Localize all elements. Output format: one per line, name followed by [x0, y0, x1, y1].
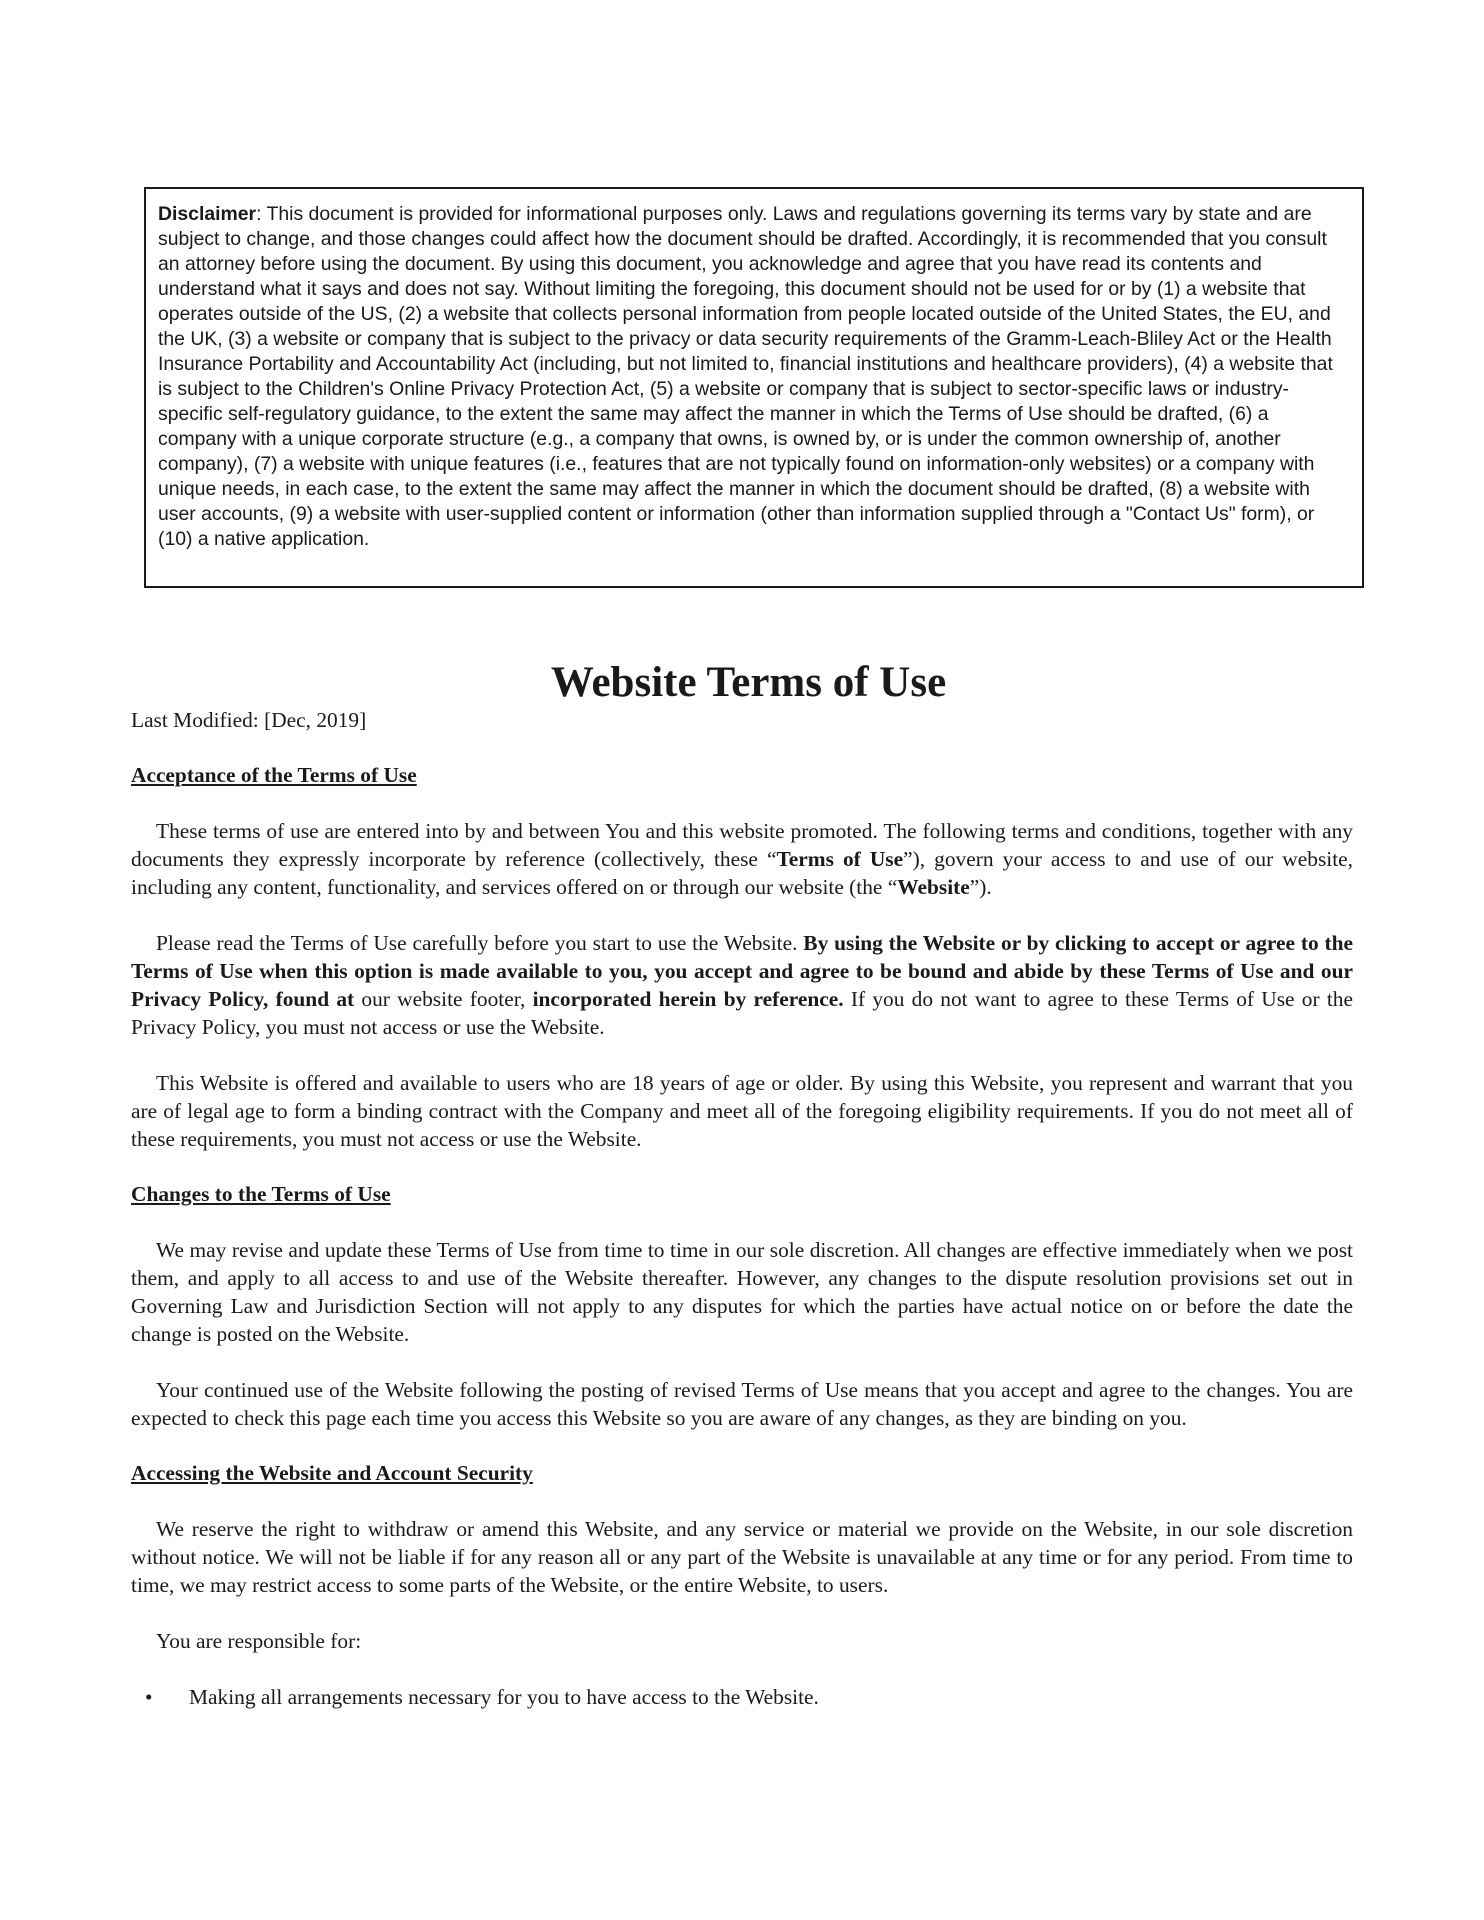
text-run: If you do not want to agree to these Terms of Use or the Privacy Policy, you must not access or use the Website. — [131, 987, 1353, 1039]
acceptance-paragraph-3: This Website is offered and available to users who are 18 years of age or older. By using this Website, you represent and warrant that you are of legal age to form a binding contract with the Company and meet all of the foregoing eligibility requirements. If you do not meet all of these requirements, you must not access or use the Website. — [131, 1071, 1353, 1151]
last-modified: Last Modified: [Dec, 2019] — [131, 708, 367, 732]
page-title: Website Terms of Use — [550, 659, 947, 706]
changes-paragraph-1: We may revise and update these Terms of Use from time to time in our sole discretion. All changes are effective immediately when we post them, and apply to all access to and use of the Website thereafter. However, any changes to the dispute resolution provisions set out in Governing Law and Jurisdiction Section will not apply to any disputes for which the parties have actual notice on or before the date the change is posted on the Website. — [131, 1238, 1353, 1346]
bold-text-run: By using the Website or by clicking to accept or agree to the Terms of Use when this option is made available to you, you accept and agree to be bound and abide by these Terms of Use and our Privacy Policy, found at — [131, 931, 1353, 1011]
disclaimer-box — [144, 187, 1364, 588]
acceptance-paragraph-1 — [131, 817, 1353, 901]
bold-text-run: incorporated herein by reference. — [532, 987, 844, 1011]
acceptance-paragraph-2 — [131, 929, 1353, 1041]
disclaimer-label: Disclaimer — [158, 203, 257, 225]
disclaimer-text: : This document is provided for informational purposes only. Laws and regulations governing its terms vary by state and are subject to change, and those changes could affect how the document should be drafted. Accordingly, it is recommended that you consult an attorney before using the document. By using this document, you acknowledge and agree that you have read its contents and understand what it says and does not say. Without limiting the foregoing, this document should not be used for or by (1) a website that operates outside of the US, (2) a website that collects personal information from people located outside of the United States, the EU, and the UK, (3) a website or company that is subject to the privacy or data security requirements of the Gramm-Leach-Bliley Act or the Health Insurance Portability and Accountability Act (including, but not limited to, financial institutions and healthcare providers), (4) a website that is subject to the Children's Online Privacy Protection Act, (5) a website or company that is subject to sector-specific laws or industry-specific self-regulatory guidance, to the extent the same may affect the manner in which the Terms of Use should be drafted, (6) a company with a unique corporate structure (e.g., a company that owns, is owned by, or is under the common ownership of, another company), (7) a website with unique features (i.e., features that are not typically found on information-only websites) or a company with unique needs, in each case, to the extent the same may affect the manner in which the document should be drafted, (8) a website with user accounts, (9) a website with user-supplied content or information (other than information supplied through a "Contact Us" form), or (10) a native application. — [158, 203, 1333, 550]
text-run: Please read the Terms of Use carefully before you start to use the Website. — [156, 931, 804, 955]
bullet-marker: • — [145, 1685, 153, 1709]
section-heading-acceptance: Acceptance of the Terms of Use — [131, 763, 417, 787]
defined-term-website: Website — [897, 875, 970, 899]
list-item — [131, 1683, 1353, 1711]
text-run: ”). — [969, 875, 992, 899]
accessing-paragraph-2: You are responsible for: — [156, 1629, 362, 1653]
changes-paragraph-2: Your continued use of the Website following the posting of revised Terms of Use means that you accept and agree to the changes. You are expected to check this page each time you access this Website so you are aware of any changes, as they are binding on you. — [131, 1378, 1353, 1430]
section-heading-changes: Changes to the Terms of Use — [131, 1182, 391, 1206]
responsibilities-list — [131, 1683, 1353, 1711]
section-heading-accessing: Accessing the Website and Account Security — [131, 1461, 533, 1485]
defined-term-terms-of-use: Terms of Use — [776, 847, 904, 871]
list-item-text: Making all arrangements necessary for you to have access to the Website. — [189, 1685, 819, 1709]
text-run: our website footer, — [354, 987, 533, 1011]
text-run: These terms of use are entered into by and between You and this website promoted. The following terms and conditions, together with any documents they expressly incorporate by reference (collectively, these “ — [131, 819, 1353, 871]
accessing-paragraph-1: We reserve the right to withdraw or amend this Website, and any service or material we provide on the Website, in our sole discretion without notice. We will not be liable if for any reason all or any part of the Website is unavailable at any time or for any period. From time to time, we may restrict access to some parts of the Website, or the entire Website, to users. — [131, 1517, 1353, 1597]
terms-document — [131, 658, 1353, 1711]
text-run: ”), govern your access to and use of our website, including any content, functionality, and services offered on or through our website (the “ — [131, 847, 1353, 899]
